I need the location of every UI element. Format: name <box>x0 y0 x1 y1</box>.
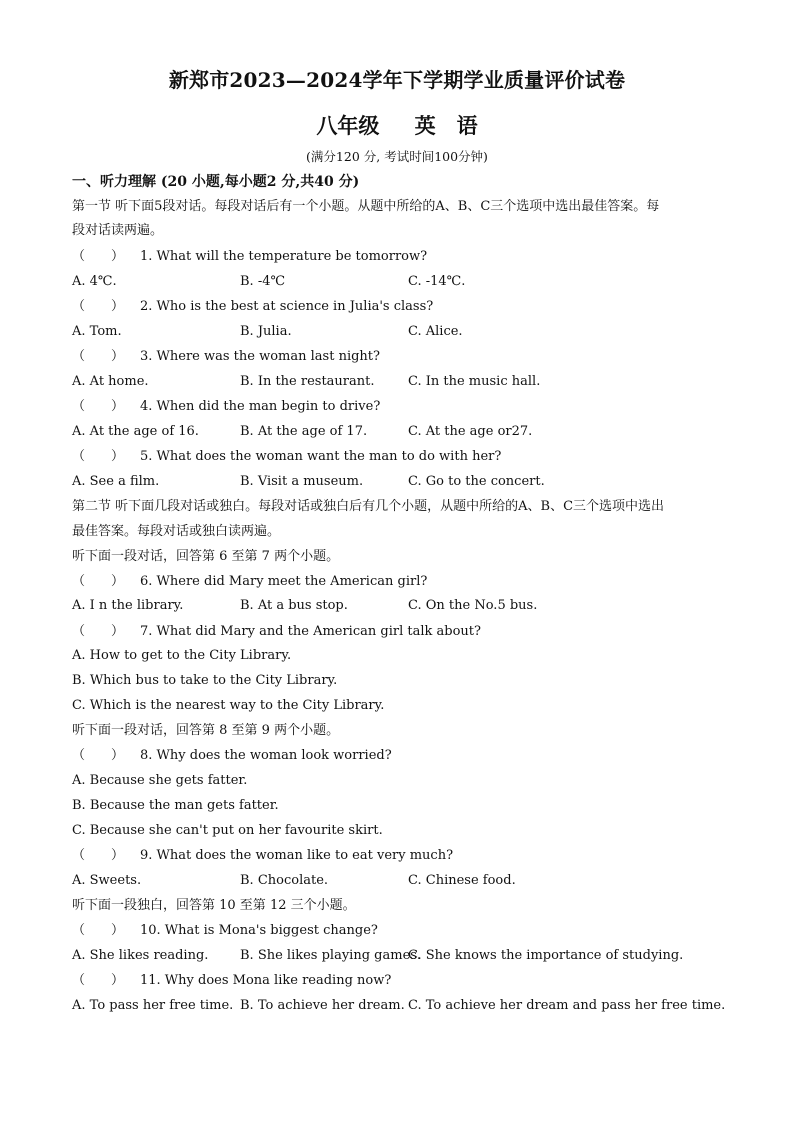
option-a: A. Sweets. <box>72 873 142 888</box>
option-c: C. She knows the importance of studying. <box>408 948 684 963</box>
option-c: C. Which is the nearest way to the City Library. <box>72 698 385 713</box>
option-a: A. 4℃. <box>72 274 117 289</box>
option-b: B. -4℃ <box>240 274 286 289</box>
option-b: B. Chocolate. <box>240 873 329 888</box>
option-c: C. Alice. <box>408 324 463 339</box>
option-c: C. Chinese food. <box>408 873 516 888</box>
question-4: （ ） 4. When did the man begin to drive? <box>72 399 381 414</box>
score-time-note: (满分120 分, 考试时间100分钟) <box>306 149 488 164</box>
exam-subtitle <box>0 110 794 140</box>
option-b: B. At a bus stop. <box>240 598 348 613</box>
option-c: C. Go to the concert. <box>408 474 545 489</box>
answer-blank[interactable]: （ ） <box>72 923 125 938</box>
answer-blank[interactable]: （ ） <box>72 973 125 988</box>
answer-blank[interactable]: （ ） <box>72 449 125 464</box>
section-heading: 一、听力理解 (20 小题,每小题2 分,共40 分) <box>72 174 360 190</box>
option-c: C. -14℃. <box>408 274 466 289</box>
question-10: （ ） 10. What is Mona's biggest change? <box>72 923 378 938</box>
option-b: B. In the restaurant. <box>240 374 375 389</box>
option-c: C. To achieve her dream and pass her free time. <box>408 998 726 1013</box>
question-9: （ ） 9. What does the woman like to eat very much? <box>72 848 454 863</box>
option-a: A. Tom. <box>72 324 122 339</box>
answer-blank[interactable]: （ ） <box>72 249 125 264</box>
option-a: A. To pass her free time. <box>72 998 234 1013</box>
option-b: B. Because the man gets fatter. <box>72 798 279 813</box>
question-1: （ ） 1. What will the temperature be tomorrow? <box>72 249 428 264</box>
option-a: A. See a film. <box>72 474 160 489</box>
question-11: （ ） 11. Why does Mona like reading now? <box>72 973 392 988</box>
option-b: B. She likes playing games. <box>240 948 422 963</box>
part1-instructions: 第一节 听下面5段对话。每段对话后有一个小题。从题中所给的A、B、C三个选项中选出最佳答案。每 <box>72 199 660 214</box>
exam-title: 新郑市2023—2024学年下学期学业质量评价试卷 <box>168 68 626 92</box>
dialogue-intro-6-7: 听下面一段对话，回答第 6 至第 7 两个小题。 <box>72 549 340 564</box>
grade-label: 八年级 <box>316 113 380 138</box>
option-c: C. On the No.5 bus. <box>408 598 538 613</box>
option-b: B. Visit a museum. <box>240 474 364 489</box>
part2-instructions: 第二节 听下面几段对话或独白。每段对话或独白后有几个小题，从题中所给的A、B、C三个选项中选出 <box>72 499 665 514</box>
option-b: B. Which bus to take to the City Library. <box>72 673 338 688</box>
dialogue-intro-8-9: 听下面一段对话，回答第 8 至第 9 两个小题。 <box>72 723 340 738</box>
answer-blank[interactable]: （ ） <box>72 748 125 763</box>
answer-blank[interactable]: （ ） <box>72 624 125 639</box>
answer-blank[interactable]: （ ） <box>72 848 125 863</box>
option-b: B. To achieve her dream. <box>240 998 405 1013</box>
question-7: （ ） 7. What did Mary and the American girl talk about? <box>72 624 481 639</box>
answer-blank[interactable]: （ ） <box>72 299 125 314</box>
option-c: C. At the age or27. <box>408 424 533 439</box>
option-a: A. Because she gets fatter. <box>72 773 248 788</box>
question-3: （ ） 3. Where was the woman last night? <box>72 349 380 364</box>
answer-blank[interactable]: （ ） <box>72 349 125 364</box>
option-a: A. She likes reading. <box>72 948 209 963</box>
option-b: B. Julia. <box>240 324 292 339</box>
question-8: （ ） 8. Why does the woman look worried? <box>72 748 392 763</box>
option-b: B. At the age of 17. <box>240 424 368 439</box>
option-a: A. At home. <box>72 374 149 389</box>
part1-instructions-cont: 段对话读两遍。 <box>72 223 164 238</box>
option-a: A. How to get to the City Library. <box>72 648 292 663</box>
subject-label: 英 语 <box>414 113 478 138</box>
option-a: A. I n the library. <box>72 598 184 613</box>
option-c: C. Because she can't put on her favourite skirt. <box>72 823 383 838</box>
answer-blank[interactable]: （ ） <box>72 399 125 414</box>
monologue-intro-10-12: 听下面一段独白，回答第 10 至第 12 三个小题。 <box>72 898 356 913</box>
option-c: C. In the music hall. <box>408 374 541 389</box>
part2-instructions-cont: 最佳答案。每段对话或独白读两遍。 <box>72 524 281 539</box>
option-a: A. At the age of 16. <box>72 424 199 439</box>
question-5: （ ） 5. What does the woman want the man to do with her? <box>72 449 502 464</box>
question-6: （ ） 6. Where did Mary meet the American girl? <box>72 574 428 589</box>
answer-blank[interactable]: （ ） <box>72 574 125 589</box>
question-2: （ ） 2. Who is the best at science in Julia's class? <box>72 299 434 314</box>
